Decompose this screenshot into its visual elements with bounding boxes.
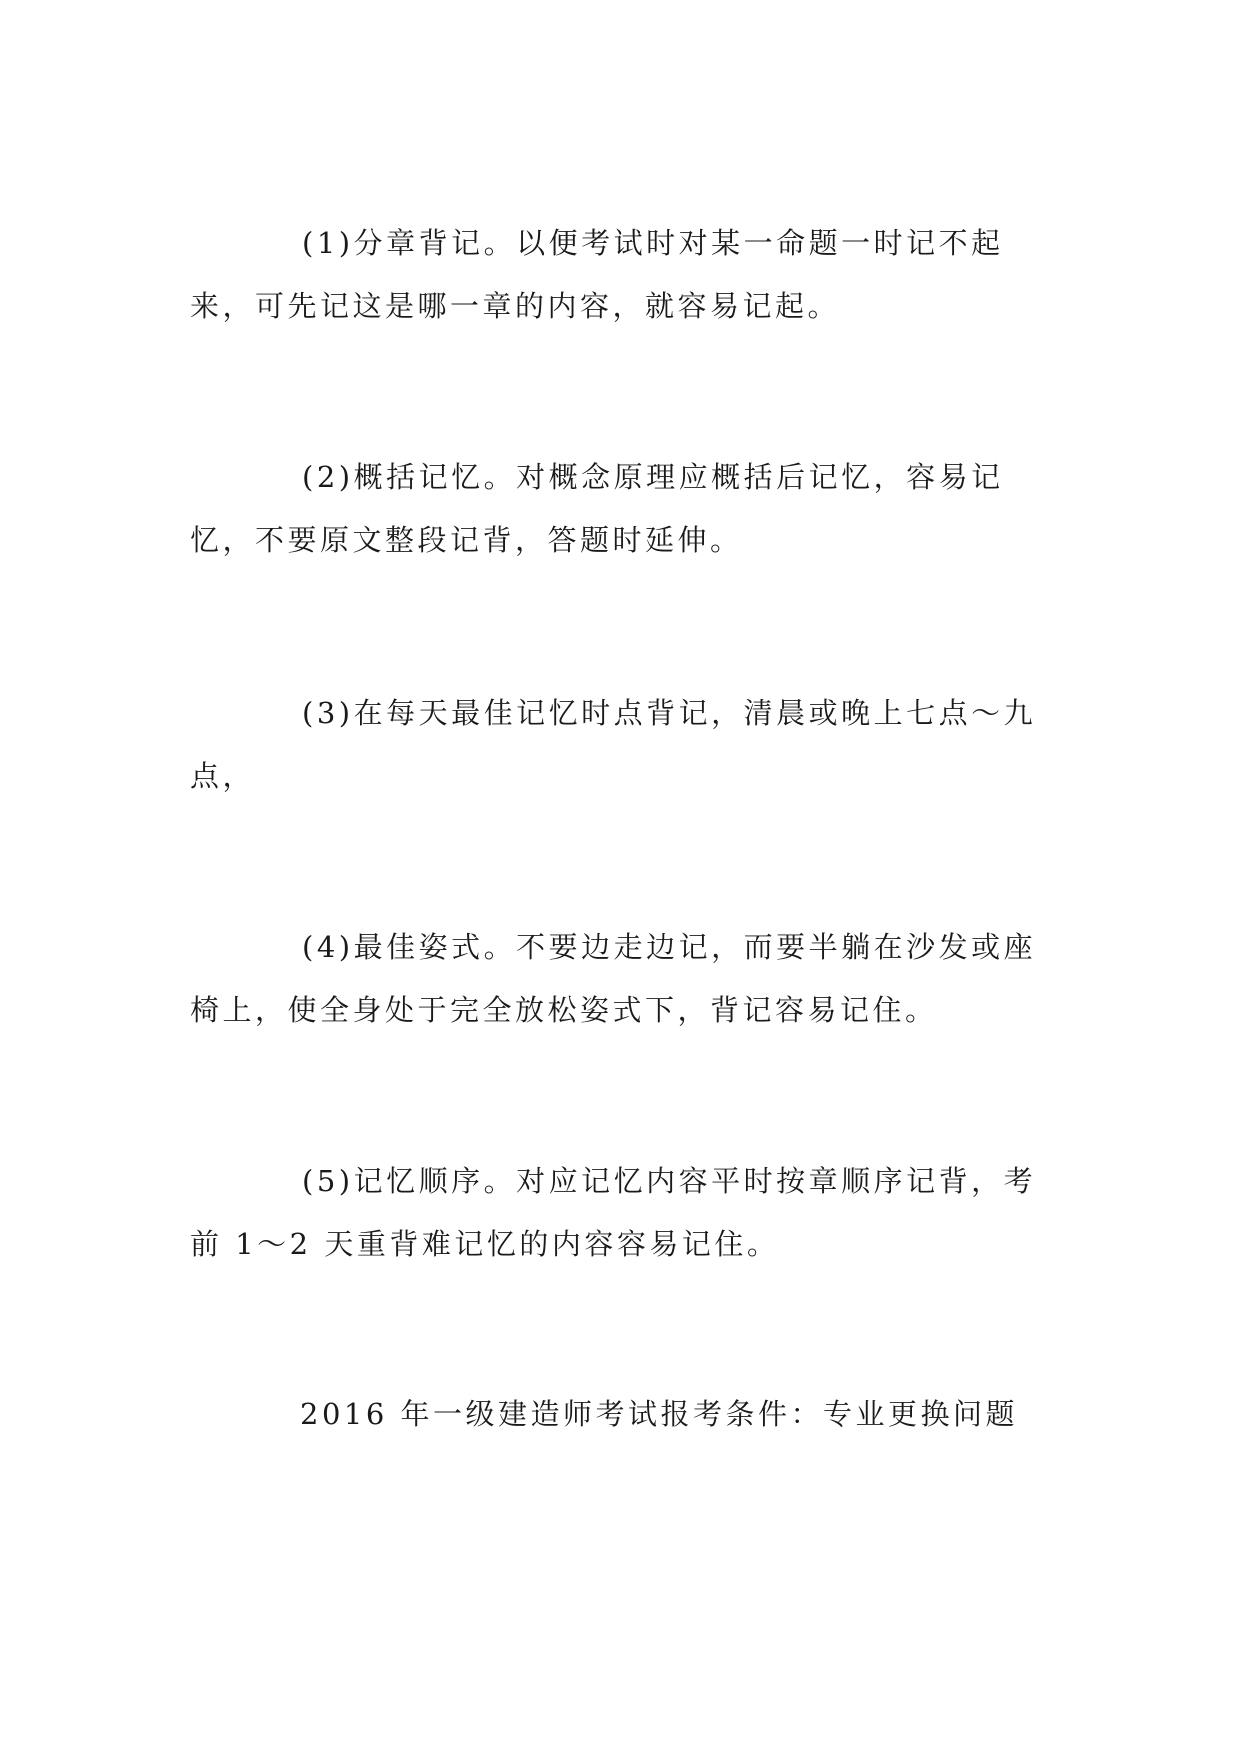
paragraph-best-time: (3)在每天最佳记忆时点背记，清晨或晚上七点～九点， <box>190 696 1037 793</box>
paragraph-memory-order: (5)记忆顺序。对应记忆内容平时按章顺序记背，考前 1～2 天重背难记忆的内容容易记住。 <box>190 1164 1037 1261</box>
section-heading: 2016 年一级建造师考试报考条件：专业更换问题 <box>300 1397 1019 1431</box>
paragraph-summary-memorization: (2)概括记忆。对概念原理应概括后记忆，容易记忆，不要原文整段记背，答题时延伸。 <box>190 460 1004 557</box>
paragraph-chapter-memorization: (1)分章背记。以便考试时对某一命题一时记不起来，可先记这是哪一章的内容，就容易记起。 <box>190 226 1004 323</box>
paragraph-best-posture: (4)最佳姿式。不要边走边记，而要半躺在沙发或座椅上，使全身处于完全放松姿式下，背记容易记住。 <box>190 930 1037 1027</box>
